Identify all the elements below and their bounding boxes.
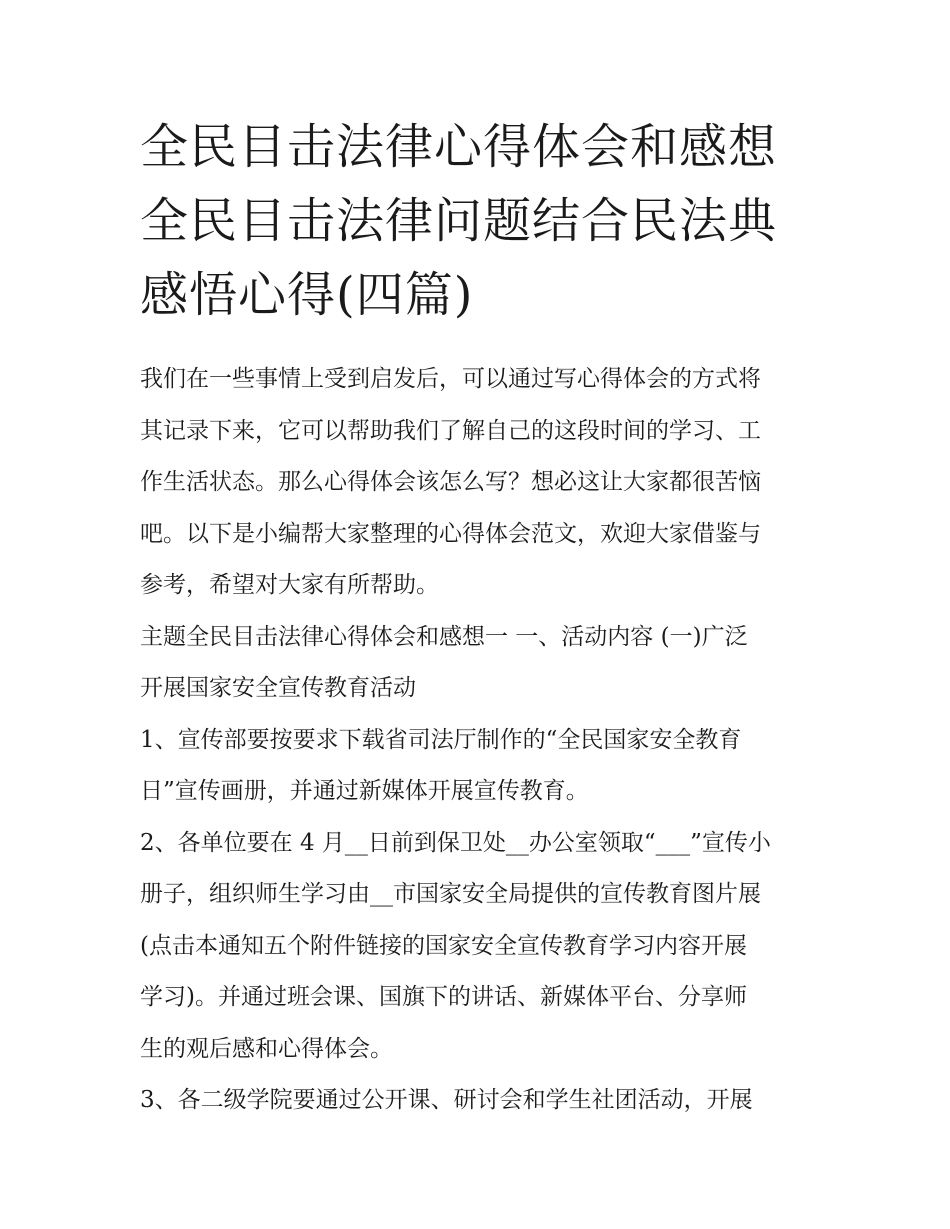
item-1-paragraph: [140, 715, 820, 818]
text-line: 作生活状态。那么心得体会该怎么写？想必这让大家都很苦恼: [140, 469, 761, 495]
text-line: 册子，组织师生学习由__市国家安全局提供的宣传教育图片展: [140, 881, 761, 907]
text-line: 学习)。并通过班会课、国旗下的讲话、新媒体平台、分享师: [140, 984, 747, 1010]
document-body: [140, 354, 820, 1127]
intro-paragraph: [140, 354, 820, 612]
text-line: 3、各二级学院要通过公开课、研讨会和学生社团活动，开展: [140, 1087, 753, 1113]
item-3-paragraph: [140, 1075, 820, 1127]
title-line: 全民目击法律问题结合民法典: [140, 193, 778, 249]
text-line: 开展国家安全宣传教育活动: [140, 675, 416, 701]
text-line: 生的观后感和心得体会。: [140, 1035, 393, 1062]
text-line: 参考，希望对大家有所帮助。: [140, 572, 439, 598]
text-line: 其记录下来，它可以帮助我们了解自己的这段时间的学习、工: [140, 417, 761, 444]
title-line: 感悟心得(四篇): [140, 267, 474, 323]
text-line: 我们在一些事情上受到启发后，可以通过写心得体会的方式将: [140, 366, 761, 392]
text-line: 1、宣传部要按要求下载省司法厅制作的“全民国家安全教育: [140, 726, 742, 753]
section-heading-paragraph: [140, 612, 820, 715]
text-line: 2、各单位要在 4 月__日前到保卫处__办公室领取“___”宣传小: [140, 829, 771, 856]
text-line: (点击本通知五个附件链接的国家安全宣传教育学习内容开展: [140, 932, 747, 959]
text-line: 吧。以下是小编帮大家整理的心得体会范文，欢迎大家借鉴与: [140, 520, 761, 547]
document-title: [140, 110, 820, 332]
text-line: 主题全民目击法律心得体会和感想一 一、活动内容 (一)广泛: [140, 623, 748, 650]
text-line: 日”宣传画册，并通过新媒体开展宣传教育。: [140, 778, 589, 804]
item-2-paragraph: [140, 818, 820, 1076]
title-line: 全民目击法律心得体会和感想: [140, 119, 778, 175]
